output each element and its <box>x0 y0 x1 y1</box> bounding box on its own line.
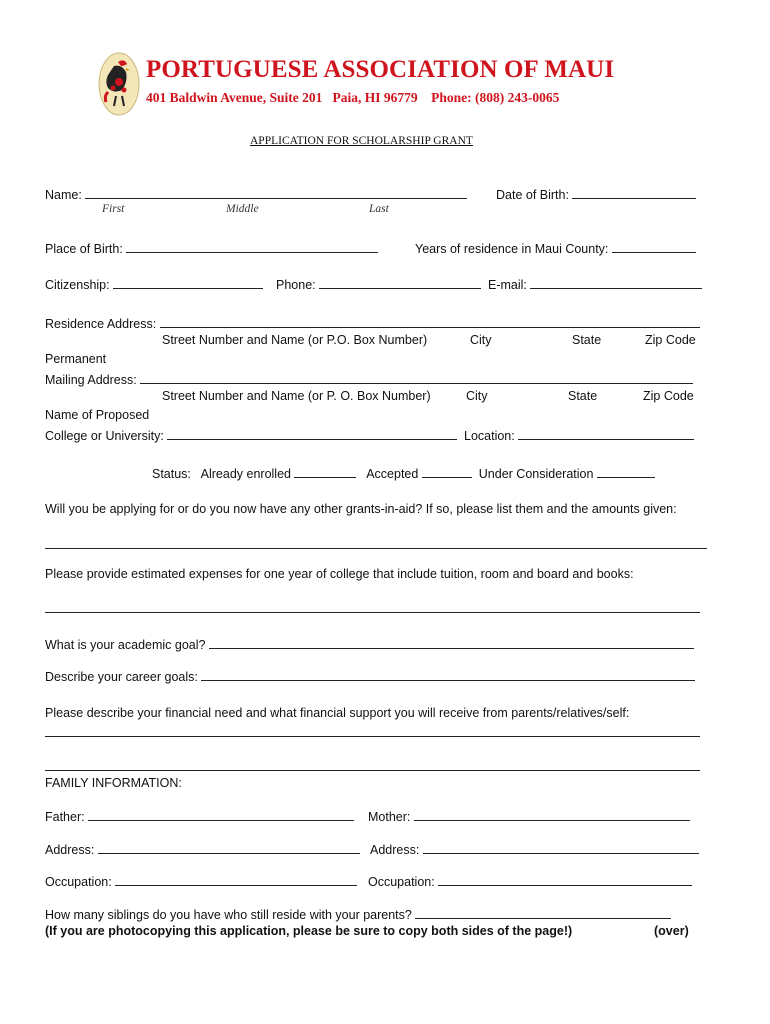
mother-input-line[interactable] <box>414 808 690 821</box>
org-phone: Phone: (808) 243-0065 <box>431 90 560 105</box>
dob-input-line[interactable] <box>572 186 696 199</box>
mailing-address-label: Mailing Address: <box>45 373 137 387</box>
mother-label: Mother: <box>368 810 411 824</box>
mother-address-label: Address: <box>370 843 420 857</box>
location-input-line[interactable] <box>518 427 694 440</box>
career-goals-field[interactable] <box>45 668 695 684</box>
mother-occupation-field[interactable] <box>368 873 692 889</box>
residence-state-sublabel: State <box>572 333 602 347</box>
family-heading: FAMILY INFORMATION: <box>45 776 182 790</box>
academic-goal-label: What is your academic goal? <box>45 638 206 652</box>
career-goals-input-line[interactable] <box>201 668 695 681</box>
mailing-street-sublabel: Street Number and Name (or P. O. Box Number) <box>162 389 431 403</box>
accepted-label: Accepted <box>366 467 419 481</box>
grants-question: Will you be applying for or do you now have any other grants-in-aid? If so, please list them and the amounts given: <box>45 502 677 516</box>
under-consideration-label: Under Consideration <box>478 467 594 481</box>
father-label: Father: <box>45 810 85 824</box>
permanent-label: Permanent <box>45 352 107 366</box>
dob-field[interactable] <box>496 186 696 202</box>
email-label: E-mail: <box>488 278 527 292</box>
mailing-state-sublabel: State <box>568 389 598 403</box>
over-note: (over) <box>654 924 689 938</box>
dob-label: Date of Birth: <box>496 188 569 202</box>
email-field[interactable] <box>488 276 702 292</box>
years-residence-label: Years of residence in Maui County: <box>415 242 609 256</box>
accepted-input-line[interactable] <box>422 465 472 478</box>
father-occupation-input-line[interactable] <box>115 873 357 886</box>
org-address-line <box>146 90 559 106</box>
citizenship-input-line[interactable] <box>113 276 263 289</box>
grants-answer-line[interactable] <box>45 548 707 549</box>
career-goals-label: Describe your career goals: <box>45 670 198 684</box>
years-residence-field[interactable] <box>415 240 696 256</box>
logo <box>98 52 140 116</box>
citizenship-field[interactable] <box>45 276 263 292</box>
phone-label: Phone: <box>276 278 316 292</box>
already-enrolled-input-line[interactable] <box>294 465 356 478</box>
mother-occupation-input-line[interactable] <box>438 873 692 886</box>
status-label: Status: <box>152 467 191 481</box>
academic-goal-field[interactable] <box>45 636 694 652</box>
siblings-label: How many siblings do you have who still reside with your parents? <box>45 908 412 922</box>
father-field[interactable] <box>45 808 354 824</box>
mailing-zip-sublabel: Zip Code <box>643 389 694 403</box>
phone-input-line[interactable] <box>319 276 481 289</box>
under-consideration-input-line[interactable] <box>597 465 655 478</box>
residence-street-sublabel: Street Number and Name (or P.O. Box Number) <box>162 333 428 347</box>
expenses-answer-line[interactable] <box>45 612 700 613</box>
mother-field[interactable] <box>368 808 690 824</box>
father-occupation-label: Occupation: <box>45 875 112 889</box>
mother-address-input-line[interactable] <box>423 841 699 854</box>
college-field[interactable] <box>45 427 457 443</box>
residence-city-sublabel: City <box>470 333 492 347</box>
mailing-city-sublabel: City <box>466 389 488 403</box>
father-input-line[interactable] <box>88 808 354 821</box>
name-middle-label: Middle <box>226 203 259 215</box>
name-last-label: Last <box>369 203 389 215</box>
academic-goal-input-line[interactable] <box>209 636 694 649</box>
father-address-field[interactable] <box>45 841 360 857</box>
mother-occupation-label: Occupation: <box>368 875 435 889</box>
org-street: 401 Baldwin Avenue, Suite 201 <box>146 90 323 105</box>
college-label: College or University: <box>45 429 164 443</box>
college-input-line[interactable] <box>167 427 457 440</box>
mailing-address-field[interactable] <box>45 371 693 387</box>
place-of-birth-label: Place of Birth: <box>45 242 123 256</box>
father-occupation-field[interactable] <box>45 873 357 889</box>
financial-need-answer-line-2[interactable] <box>45 770 700 771</box>
rooster-icon <box>98 52 140 116</box>
already-enrolled-label: Already enrolled <box>200 467 291 481</box>
photocopy-note: (If you are photocopying this application, please be sure to copy both sides of the page!) <box>45 924 573 938</box>
email-input-line[interactable] <box>530 276 702 289</box>
location-field[interactable] <box>464 427 694 443</box>
location-label: Location: <box>464 429 515 443</box>
residence-address-field[interactable] <box>45 315 700 331</box>
residence-address-input-line[interactable] <box>160 315 700 328</box>
place-of-birth-input-line[interactable] <box>126 240 378 253</box>
citizenship-label: Citizenship: <box>45 278 110 292</box>
name-field[interactable] <box>45 186 467 202</box>
father-address-label: Address: <box>45 843 95 857</box>
place-of-birth-field[interactable] <box>45 240 378 256</box>
siblings-field[interactable] <box>45 906 671 922</box>
years-residence-input-line[interactable] <box>612 240 696 253</box>
residence-zip-sublabel: Zip Code <box>645 333 696 347</box>
siblings-input-line[interactable] <box>415 906 671 919</box>
status-row <box>152 465 655 481</box>
form-title: APPLICATION FOR SCHOLARSHIP GRANT <box>250 135 473 147</box>
phone-field[interactable] <box>276 276 481 292</box>
father-address-input-line[interactable] <box>98 841 360 854</box>
mother-address-field[interactable] <box>370 841 699 857</box>
name-first-label: First <box>102 203 125 215</box>
expenses-question: Please provide estimated expenses for one year of college that include tuition, room and board and books: <box>45 567 634 581</box>
name-input-line[interactable] <box>85 186 467 199</box>
org-city: Paia, HI 96779 <box>332 90 418 105</box>
financial-need-question: Please describe your financial need and what financial support you will receive from parents/relatives/self: <box>45 706 630 720</box>
mailing-address-input-line[interactable] <box>140 371 693 384</box>
name-of-proposed-label: Name of Proposed <box>45 408 150 422</box>
residence-address-label: Residence Address: <box>45 317 157 331</box>
org-name: PORTUGUESE ASSOCIATION OF MAUI <box>146 56 615 83</box>
name-label: Name: <box>45 188 82 202</box>
financial-need-answer-line-1[interactable] <box>45 736 700 737</box>
